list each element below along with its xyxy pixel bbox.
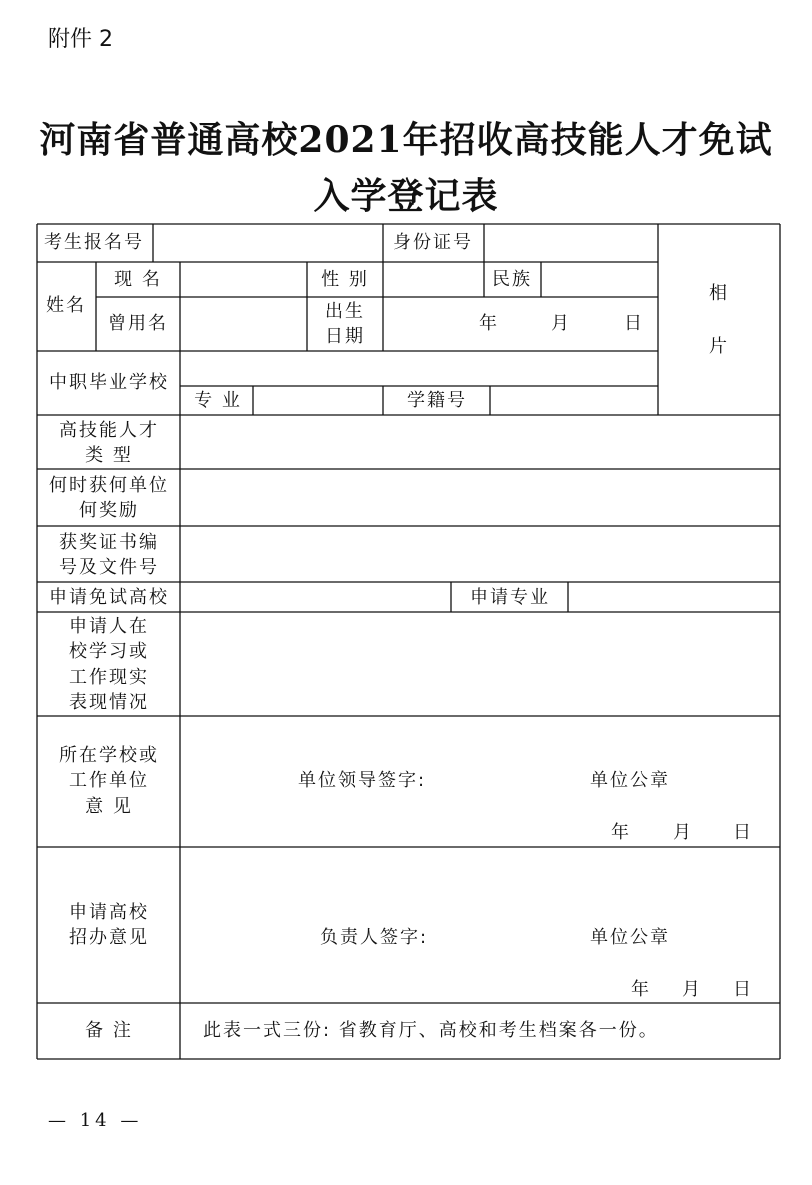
birth-day-label: 日 (624, 313, 644, 334)
talent-type-label-1: 高技能人才 (59, 420, 159, 441)
award-label-1: 何时获何单位 (49, 475, 169, 496)
university-opinion-day: 日 (733, 979, 753, 1000)
vocational-school-label: 中职毕业学校 (49, 372, 169, 393)
unit-opinion-label-1: 所在学校或 (59, 745, 159, 766)
birth-date-label-2: 日期 (325, 326, 365, 347)
certificate-label-2: 号及文件号 (59, 557, 159, 578)
performance-label-1: 申请人在 (69, 616, 149, 637)
university-opinion-label-2: 招办意见 (69, 927, 149, 948)
birth-year-label: 年 (479, 313, 499, 334)
university-opinion-month: 月 (682, 979, 702, 1000)
certificate-label-1: 获奖证书编 (59, 532, 159, 553)
unit-opinion-day: 日 (733, 822, 753, 843)
unit-opinion-year: 年 (611, 822, 631, 843)
talent-type-label-2: 类 型 (85, 445, 133, 466)
form-title-line1: 河南省普通高校2021年招收高技能人才免试 (39, 119, 773, 161)
name-label: 姓名 (46, 295, 86, 316)
performance-label-4: 表现情况 (69, 692, 149, 713)
former-name-label: 曾用名 (108, 313, 168, 334)
unit-opinion-label-3: 意 见 (85, 796, 133, 817)
id-number-label: 身份证号 (393, 232, 473, 253)
unit-seal-label-1: 单位公章 (590, 770, 670, 791)
apply-major-label: 申请专业 (470, 587, 550, 608)
person-in-charge-signature-label: 负责人签字: (320, 927, 429, 948)
unit-seal-label-2: 单位公章 (590, 927, 670, 948)
remark-text: 此表一式三份: 省教育厅、高校和考生档案各一份。 (203, 1020, 659, 1041)
exam-number-label: 考生报名号 (44, 232, 144, 253)
photo-label-1: 相 (709, 283, 729, 304)
unit-opinion-label-2: 工作单位 (69, 770, 149, 791)
ethnicity-label: 民族 (492, 269, 532, 290)
major-label: 专 业 (194, 390, 242, 411)
current-name-label: 现 名 (114, 269, 162, 290)
apply-school-label: 申请免试高校 (49, 587, 169, 608)
photo-label-2: 片 (709, 336, 729, 357)
birth-date-label-1: 出生 (325, 301, 365, 322)
student-number-label: 学籍号 (407, 390, 467, 411)
performance-label-3: 工作现实 (69, 667, 149, 688)
gender-label: 性 别 (321, 269, 369, 290)
unit-leader-signature-label: 单位领导签字: (298, 770, 427, 791)
remark-label: 备 注 (85, 1020, 133, 1041)
birth-month-label: 月 (551, 313, 571, 334)
attachment-label: 附件 2 (48, 27, 113, 52)
university-opinion-year: 年 (631, 979, 651, 1000)
form-title-line2: 入学登记表 (313, 175, 499, 217)
university-opinion-label-1: 申请高校 (69, 902, 149, 923)
performance-label-2: 校学习或 (69, 641, 149, 662)
award-label-2: 何奖励 (79, 500, 139, 521)
unit-opinion-month: 月 (673, 822, 693, 843)
page-number: — 14 — (48, 1110, 143, 1131)
